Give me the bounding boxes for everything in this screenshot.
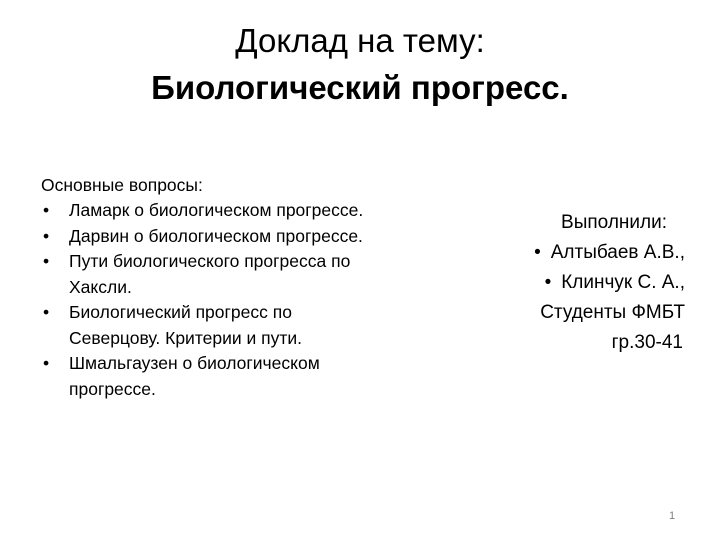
page-number: 1 xyxy=(668,510,676,522)
questions-list xyxy=(41,198,371,402)
title-line-subject: Биологический прогресс. xyxy=(151,69,569,106)
questions-heading: Основные вопросы: xyxy=(41,175,203,195)
question-text: Шмальгаузен о биологическом прогрессе. xyxy=(69,353,320,399)
bullet-icon: • xyxy=(534,242,541,263)
author-item xyxy=(480,268,685,298)
author-item xyxy=(480,238,685,268)
question-text: Пути биологического прогресса по Хаксли. xyxy=(69,251,351,297)
bullet-icon: • xyxy=(43,225,50,246)
bullet-icon: • xyxy=(43,353,50,373)
question-item xyxy=(41,351,371,402)
students-line: Студенты ФМБТ xyxy=(540,302,685,323)
questions-block xyxy=(41,172,371,402)
question-item xyxy=(41,198,371,224)
bullet-icon: • xyxy=(43,200,50,220)
group-line: гр.30-41 xyxy=(611,332,683,353)
bullet-icon: • xyxy=(43,302,50,322)
author-name: Алтыбаев А.В., xyxy=(550,242,685,263)
title-line-report-topic: Доклад на тему: xyxy=(235,22,485,59)
slide-title xyxy=(0,18,720,112)
question-item xyxy=(41,224,371,250)
question-item xyxy=(41,300,371,351)
bullet-icon: • xyxy=(43,251,50,271)
authors-heading: Выполнили: xyxy=(561,212,667,233)
bullet-icon: • xyxy=(544,272,552,293)
author-name: Клинчук С. А., xyxy=(561,272,685,293)
question-text: Ламарк о биологическом прогрессе. xyxy=(69,200,364,220)
question-text: Дарвин о биологическом прогрессе. xyxy=(69,225,363,246)
question-item xyxy=(41,249,371,300)
question-text: Биологический прогресс по Северцову. Критерии и пути. xyxy=(69,302,303,348)
authors-block xyxy=(480,208,685,358)
